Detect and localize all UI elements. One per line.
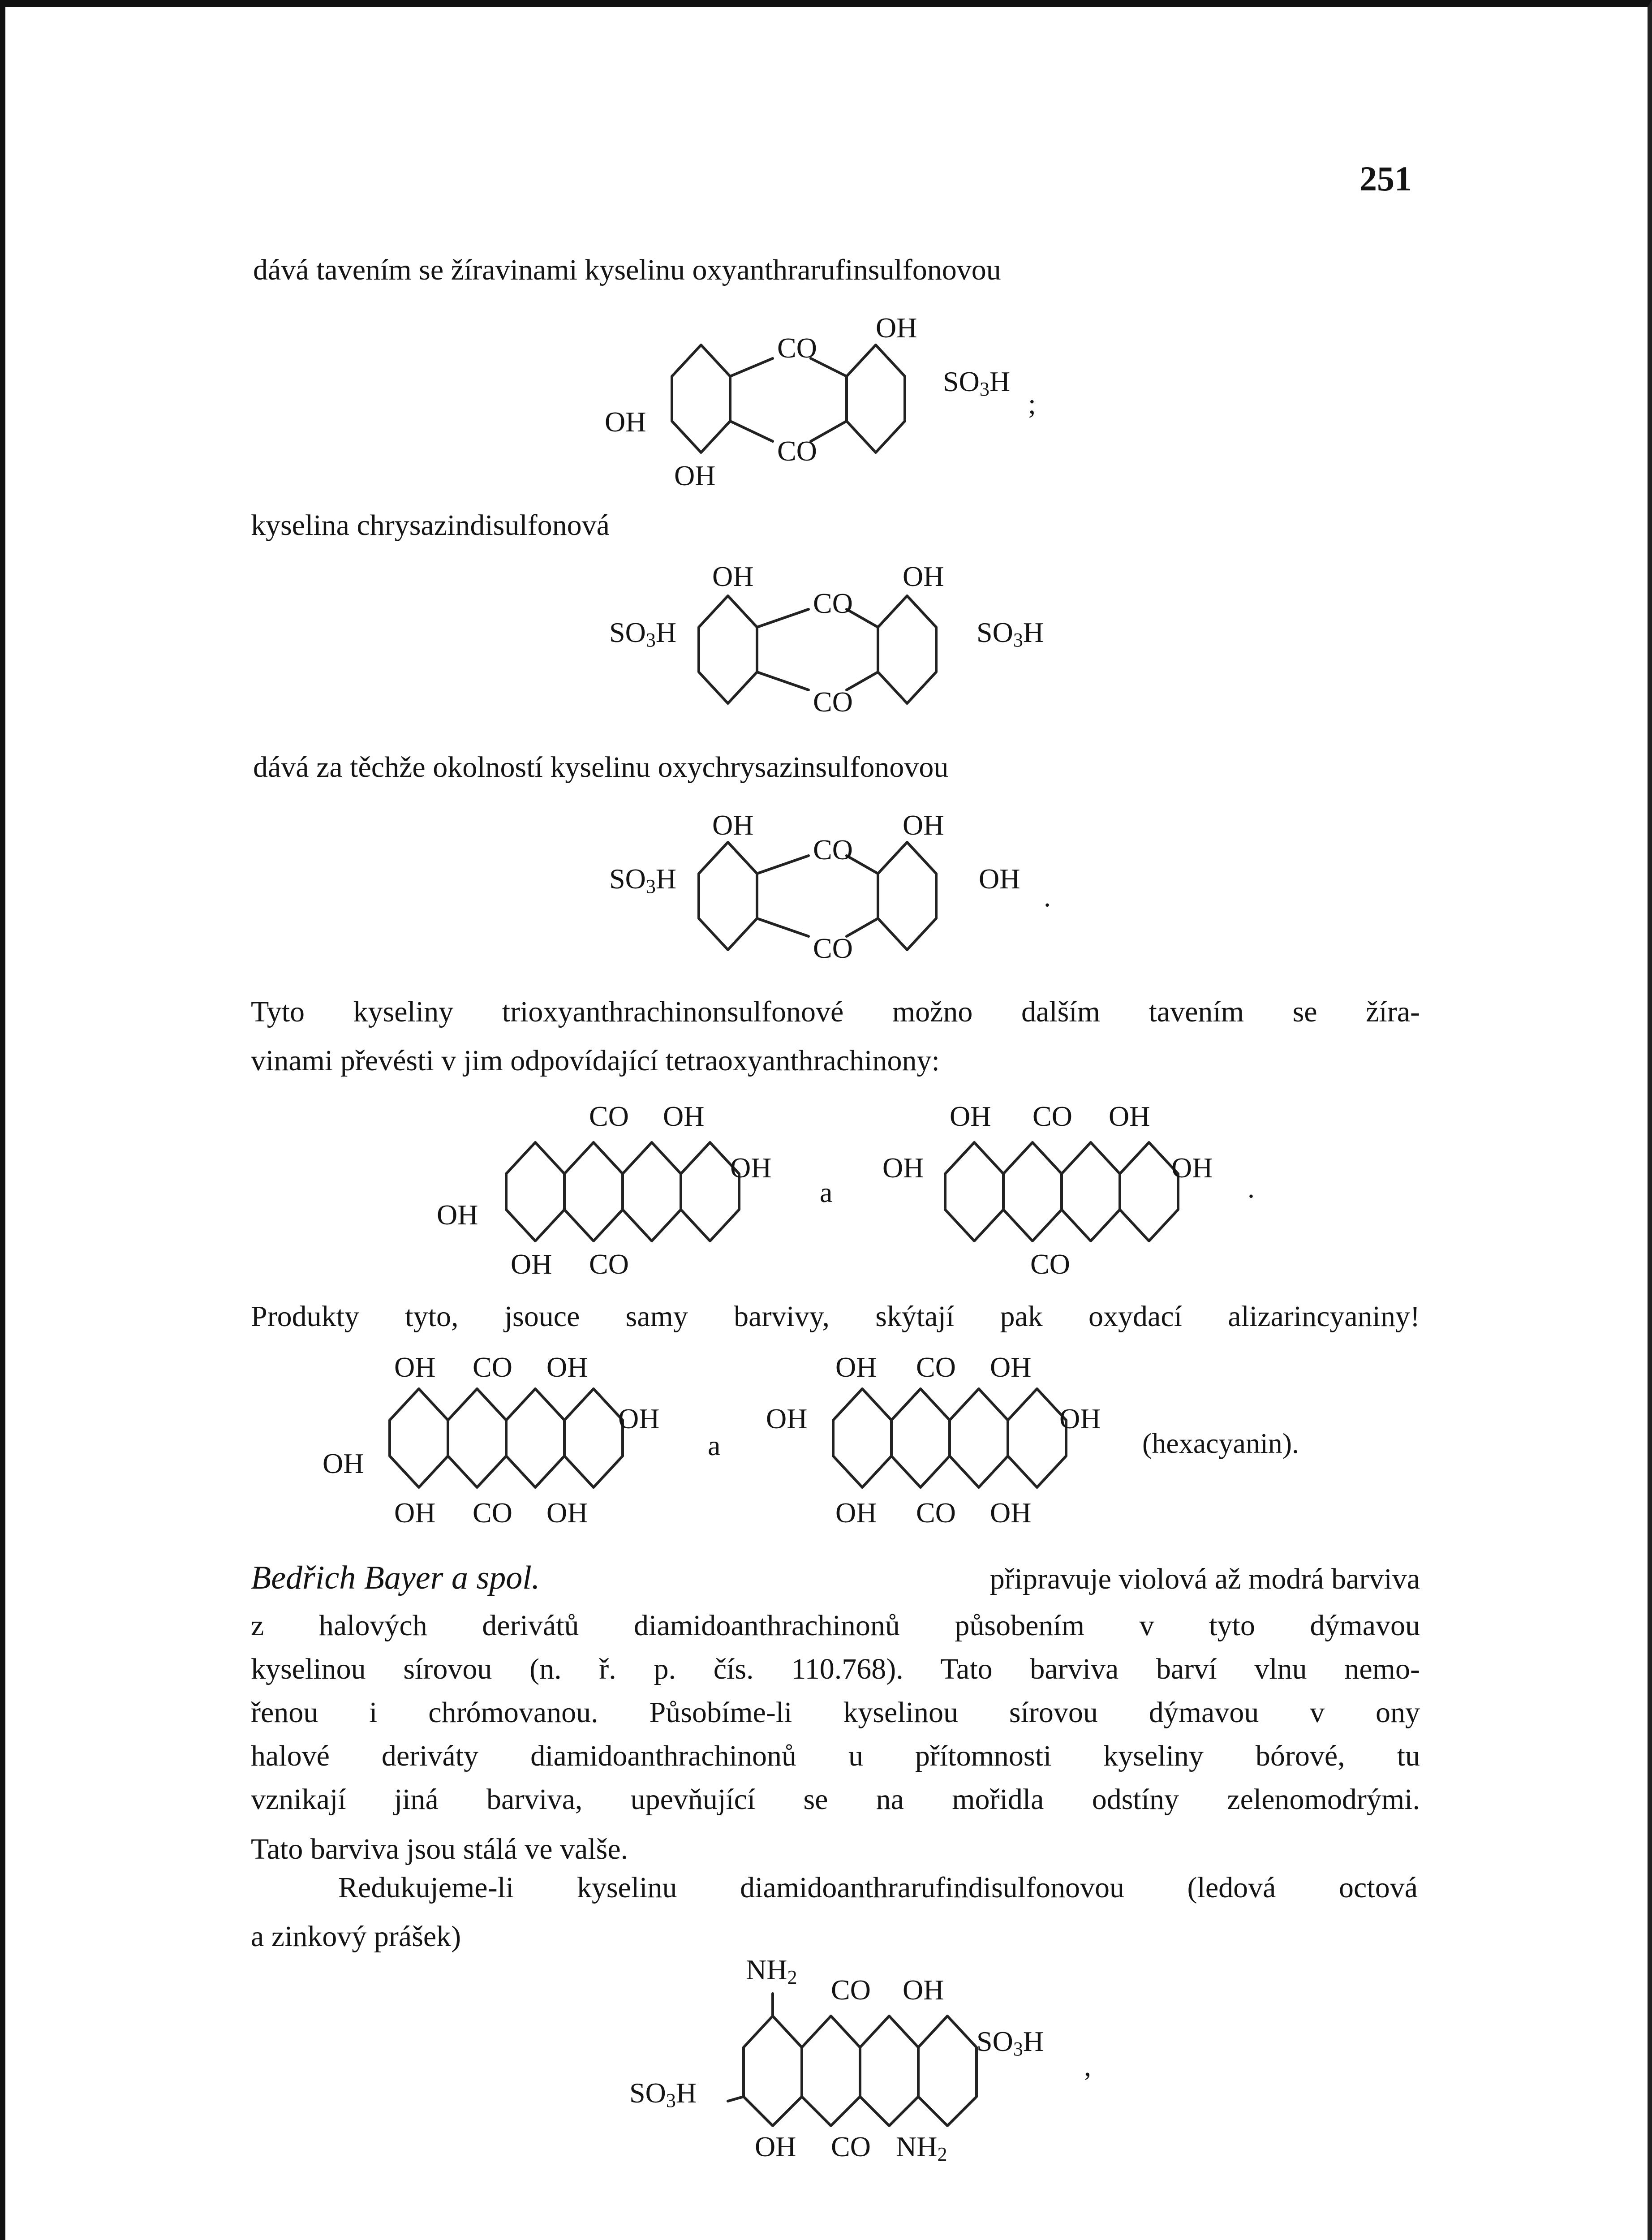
text-line-1: dává tavením se žíravinami kyselinu oxyanthrarufinsulfonovou	[253, 254, 1001, 286]
f7-oh-top-left: OH	[835, 1351, 877, 1383]
f8-oh-bottom: OH	[755, 2131, 796, 2162]
f6-co-bottom: CO	[473, 1497, 512, 1529]
f2-oh-left: OH	[712, 560, 754, 592]
paragraph-3-line-5: halové deriváty diamidoanthrachinonů u přítomnosti kyseliny bórové, tu	[251, 1740, 1420, 1772]
f4-co-bottom: CO	[589, 1248, 629, 1280]
f8-so3h-right: $SO_3H$	[977, 2025, 1044, 2060]
f8-oh-top: OH	[903, 1974, 944, 2006]
f2-so3h-right: $SO_3H$	[977, 616, 1044, 651]
formula-8-rings	[728, 1994, 977, 2126]
f3-oh-side: OH	[979, 863, 1020, 895]
f7-oh-left: OH	[766, 1403, 808, 1434]
f6-oh-left: OH	[323, 1447, 364, 1479]
paragraph-1-line-1: Tyto kyseliny trioxyanthrachinonsulfonové možno dalším tavením se žíra-	[251, 995, 1420, 1028]
f6-oh-top-left: OH	[394, 1351, 436, 1383]
f1-co-bottom: CO	[777, 435, 817, 467]
f3-oh-left: OH	[712, 809, 754, 841]
f7-oh-bottom-right: OH	[990, 1497, 1032, 1529]
f8-so3h-left: $SO_3H$	[629, 2077, 697, 2111]
f4-oh-bottom: OH	[511, 1248, 552, 1280]
f5-oh-left: OH	[882, 1152, 924, 1184]
paragraph-3-line-3: kyselinou sírovou (n. ř. p. čís. 110.768). Tato barviva barví vlnu nemo-	[251, 1653, 1420, 1685]
f1-oh-bottom: OH	[674, 460, 716, 491]
paragraph-1-line-2: vinami převésti v jim odpovídající tetraoxyanthrachinony:	[251, 1044, 940, 1077]
f8-co-bottom: CO	[831, 2131, 871, 2162]
f5-co-bottom: CO	[1030, 1248, 1070, 1280]
f4-oh-left: OH	[437, 1199, 478, 1231]
f5-period: .	[1248, 1172, 1255, 1204]
f7-co-top: CO	[916, 1351, 956, 1383]
f3-so3h: $SO_3H$	[609, 863, 677, 897]
f7-co-bottom: CO	[916, 1497, 956, 1529]
f8-nh2-top: $NH_2$	[746, 1954, 797, 1988]
f1-so3h: $SO_3H$	[943, 366, 1011, 400]
f2-co-bottom: CO	[813, 686, 853, 718]
paragraph-4-line-2: a zinkový prášek)	[251, 1920, 461, 1953]
connector-a-1: a	[820, 1176, 833, 1208]
f3-co-bottom: CO	[813, 932, 853, 964]
f1-oh-top: OH	[876, 312, 917, 344]
f5-oh-top-right: OH	[1109, 1100, 1150, 1132]
text-line-2: kyselina chrysazindisulfonová	[251, 509, 610, 542]
f2-co-top: CO	[813, 587, 853, 619]
paragraph-3-line-6: vznikají jiná barviva, upevňující se na mořidla odstíny zelenomodrými.	[251, 1783, 1420, 1816]
f7-oh-bottom-left: OH	[835, 1497, 877, 1529]
paragraph-2: Produkty tyto, jsouce samy barvivy, skýtají pak oxydací alizarincyaniny!	[251, 1300, 1420, 1333]
formula-6-rings	[390, 1389, 623, 1487]
f2-oh-right: OH	[903, 560, 944, 592]
paragraph-3-line-4: řenou i chrómovanou. Působíme-li kyselinou sírovou dýmavou v ony	[251, 1696, 1420, 1729]
f5-co-top: CO	[1032, 1100, 1072, 1132]
f5-oh-top-left: OH	[950, 1100, 991, 1132]
f7-oh-top-right: OH	[990, 1351, 1032, 1383]
text-line-3: dává za těchže okolností kyselinu oxychrysazinsulfonovou	[253, 751, 949, 784]
formula-7-rings	[833, 1389, 1066, 1487]
paragraph-3-line-7: Tato barviva jsou stálá ve valše.	[251, 1833, 628, 1865]
f7-oh-right: OH	[1059, 1403, 1101, 1434]
page-number: 251	[1359, 159, 1412, 198]
f6-oh-right: OH	[618, 1403, 660, 1434]
f4-oh-right: OH	[730, 1152, 772, 1184]
formula-5-rings	[945, 1142, 1178, 1241]
f8-comma: ,	[1084, 2050, 1091, 2082]
f6-oh-top-right: OH	[546, 1351, 588, 1383]
f4-oh-top: OH	[663, 1100, 705, 1132]
connector-a-2: a	[708, 1430, 721, 1461]
f3-co-top: CO	[813, 834, 853, 866]
f6-oh-bottom-right: OH	[546, 1497, 588, 1529]
author-name: Bedřich Bayer a spol.	[251, 1559, 540, 1596]
hexacyanin-label: (hexacyanin).	[1142, 1427, 1299, 1459]
f8-nh2-bottom: $NH_2$	[896, 2131, 947, 2165]
formula-4-rings	[506, 1142, 739, 1241]
f6-oh-bottom-left: OH	[394, 1497, 436, 1529]
f2-so3h-left: $SO_3H$	[609, 616, 677, 651]
f6-co-top: CO	[473, 1351, 512, 1383]
paragraph-3-line-2: z halových derivátů diamidoanthrachinonů působením v tyto dýmavou	[251, 1609, 1420, 1642]
f3-period: .	[1044, 881, 1051, 913]
f1-semicolon: ;	[1028, 388, 1036, 420]
f1-co-top: CO	[777, 332, 817, 364]
paragraph-4-line-1: Redukujeme-li kyselinu diamidoanthrarufindisulfonovou (ledová octová	[338, 1871, 1418, 1904]
f1-oh-left: OH	[605, 406, 646, 438]
paragraph-3-line-1-rest: připravuje violová až modrá barviva	[989, 1563, 1420, 1595]
f3-oh-right: OH	[903, 809, 944, 841]
f8-co-top: CO	[831, 1974, 871, 2006]
f4-co-top: CO	[589, 1100, 629, 1132]
f5-oh-right: OH	[1171, 1152, 1213, 1184]
